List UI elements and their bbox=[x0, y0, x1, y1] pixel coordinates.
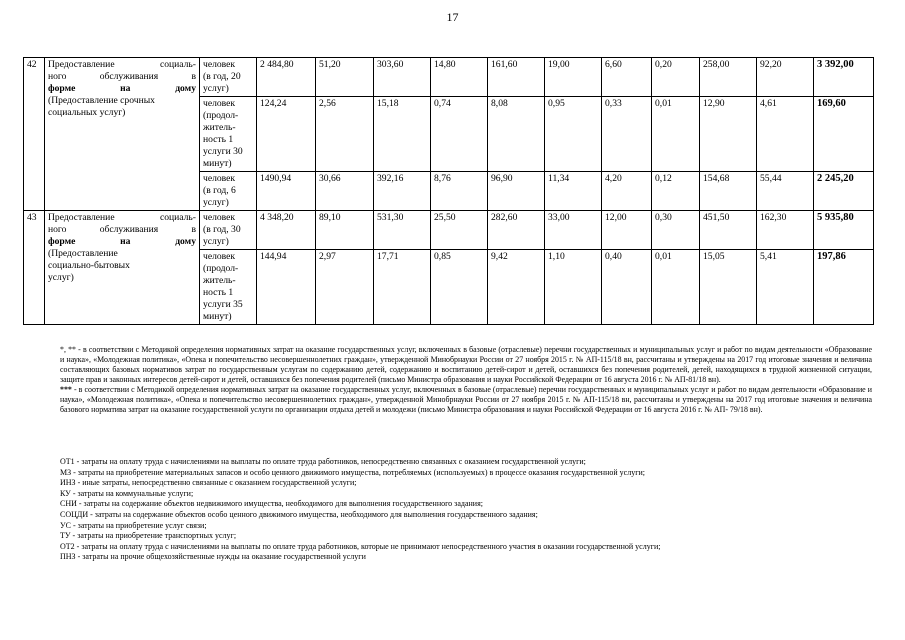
cost-table bbox=[23, 57, 874, 325]
value-cell: 162,30 bbox=[757, 211, 814, 250]
total-cell: 3 392,00 bbox=[814, 58, 874, 97]
value-cell: 282,60 bbox=[488, 211, 545, 250]
unit-line: человек bbox=[203, 251, 236, 262]
value-cell: 531,30 bbox=[374, 211, 431, 250]
unit-line: услуг) bbox=[203, 197, 229, 208]
unit-line: (продол- bbox=[203, 263, 239, 274]
value-cell: 0,33 bbox=[602, 97, 652, 172]
service-word: форме bbox=[48, 83, 76, 94]
service-name-line bbox=[48, 107, 196, 119]
total-cell: 5 935,80 bbox=[814, 211, 874, 250]
service-name-line bbox=[48, 248, 196, 260]
value-cell: 15,05 bbox=[700, 250, 757, 325]
value-cell: 0,40 bbox=[602, 250, 652, 325]
legend-item: ПНЗ - затраты на прочие общехозяйственные нужды на оказание государственной услуги bbox=[60, 552, 366, 562]
service-word: ного bbox=[48, 71, 67, 82]
unit-line: (продол- bbox=[203, 110, 239, 121]
value-cell: 1490,94 bbox=[257, 172, 316, 211]
service-name bbox=[45, 211, 200, 325]
service-word: (Предоставление срочных bbox=[48, 95, 155, 106]
value-cell: 4,20 bbox=[602, 172, 652, 211]
unit-line: человек bbox=[203, 98, 236, 109]
value-cell: 154,68 bbox=[700, 172, 757, 211]
value-cell: 0,95 bbox=[545, 97, 602, 172]
legend-item: КУ - затраты на коммунальные услуги; bbox=[60, 488, 194, 498]
value-cell: 8,76 bbox=[431, 172, 488, 211]
service-name-line bbox=[48, 95, 196, 107]
unit-line: минут) bbox=[203, 311, 232, 322]
value-cell: 0,85 bbox=[431, 250, 488, 325]
unit-line: ность 1 bbox=[203, 134, 234, 145]
value-cell: 392,16 bbox=[374, 172, 431, 211]
footnote-text: - в соответствии с Методикой определения нормативных затрат на оказание государственных услуг, включенных в базовые (отраслевые) перечни государственных и муниципальных услуг и работ по видам деятельности «Образование и наука», «Молодежная политика», «Опека и попечительство несовершеннолетних граждан», утвержденной Минобрнауки России от 27 ноября 2015 г. № АП-115/18 вн, рассчитаны и утверждены на 2017 год итоговые значения и величина составляющих базовых нормативов затрат по государственным услугам по содержанию детей, содержанию и воспитанию детей-сирот и детей, оставшихся без попечения родителей, детей, находящихся в трудной жизненной ситуации, защите прав и законных интересов детей-сирот и детей, оставшихся без попечения родителей (письмо Министра образования и науки Российской Федерации от 16 августа 2016 г. № АП-81/18 вн). bbox=[60, 345, 873, 384]
service-word: в bbox=[191, 224, 196, 235]
value-cell: 0,01 bbox=[652, 97, 700, 172]
unit-line: человек bbox=[203, 59, 236, 70]
abbreviation-legend bbox=[60, 457, 872, 563]
value-cell: 4,61 bbox=[757, 97, 814, 172]
service-name-line bbox=[48, 83, 196, 95]
unit-cell bbox=[200, 97, 257, 172]
footnote-mark: *** bbox=[60, 385, 72, 394]
unit-line: житель- bbox=[203, 275, 236, 286]
value-cell: 2,56 bbox=[316, 97, 374, 172]
service-word: Предоставление bbox=[48, 59, 115, 70]
service-word: форме bbox=[48, 236, 76, 247]
value-cell: 25,50 bbox=[431, 211, 488, 250]
legend-item: СОЦДИ - затраты на содержание объектов особо ценного движимого имущества, необходимого для выполнения государственного задания; bbox=[60, 509, 538, 519]
legend-item: ИНЗ - иные затраты, непосредственно связанные с оказанием государственной услуги; bbox=[60, 478, 357, 488]
value-cell: 17,71 bbox=[374, 250, 431, 325]
value-cell: 12,90 bbox=[700, 97, 757, 172]
service-word: услуг) bbox=[48, 272, 74, 283]
unit-line: услуг) bbox=[203, 83, 229, 94]
service-word: на bbox=[120, 83, 131, 94]
value-cell: 55,44 bbox=[757, 172, 814, 211]
footnote-2 bbox=[60, 385, 872, 415]
value-cell: 0,30 bbox=[652, 211, 700, 250]
value-cell: 15,18 bbox=[374, 97, 431, 172]
legend-item: ОТ2 - затраты на оплату труда с начислениями на выплаты по оплате труда работников, которые не принимают непосредственного участия в оказании государственной услуги; bbox=[60, 541, 661, 551]
value-cell: 124,24 bbox=[257, 97, 316, 172]
value-cell: 4 348,20 bbox=[257, 211, 316, 250]
unit-line: минут) bbox=[203, 158, 232, 169]
unit-cell bbox=[200, 250, 257, 325]
service-name-line bbox=[48, 272, 196, 284]
value-cell: 9,42 bbox=[488, 250, 545, 325]
value-cell: 6,60 bbox=[602, 58, 652, 97]
footnotes bbox=[60, 345, 872, 415]
service-word: в bbox=[191, 71, 196, 82]
service-word: обслуживания bbox=[99, 71, 159, 82]
table-row bbox=[24, 211, 874, 250]
service-word: ного bbox=[48, 224, 67, 235]
unit-line: человек bbox=[203, 212, 236, 223]
unit-line: человек bbox=[203, 173, 236, 184]
footnote-mark: *, ** bbox=[60, 345, 76, 354]
value-cell: 161,60 bbox=[488, 58, 545, 97]
value-cell: 303,60 bbox=[374, 58, 431, 97]
value-cell: 0,74 bbox=[431, 97, 488, 172]
unit-line: услуги 30 bbox=[203, 146, 243, 157]
value-cell: 89,10 bbox=[316, 211, 374, 250]
service-name-line bbox=[48, 224, 196, 236]
unit-line: (в год, 6 bbox=[203, 185, 236, 196]
service-name-line bbox=[48, 71, 196, 83]
value-cell: 12,00 bbox=[602, 211, 652, 250]
total-cell: 197,86 bbox=[814, 250, 874, 325]
service-name-line bbox=[48, 236, 196, 248]
value-cell: 144,94 bbox=[257, 250, 316, 325]
unit-cell bbox=[200, 211, 257, 250]
unit-line: (в год, 30 bbox=[203, 224, 241, 235]
value-cell: 14,80 bbox=[431, 58, 488, 97]
value-cell: 451,50 bbox=[700, 211, 757, 250]
service-word: социаль- bbox=[159, 212, 196, 223]
service-name bbox=[45, 58, 200, 211]
page-number: 17 bbox=[446, 10, 459, 24]
legend-item: ТУ - затраты на приобретение транспортных услуг; bbox=[60, 531, 237, 541]
service-word: дому bbox=[175, 83, 196, 94]
service-word: социально-бытовых bbox=[48, 260, 130, 271]
unit-cell bbox=[200, 58, 257, 97]
value-cell: 1,10 bbox=[545, 250, 602, 325]
value-cell: 11,34 bbox=[545, 172, 602, 211]
value-cell: 0,01 bbox=[652, 250, 700, 325]
unit-line: ность 1 bbox=[203, 287, 234, 298]
value-cell: 92,20 bbox=[757, 58, 814, 97]
service-word: социальных услуг) bbox=[48, 107, 126, 118]
unit-line: услуги 35 bbox=[203, 299, 243, 310]
row-number: 42 bbox=[24, 58, 45, 211]
row-number: 43 bbox=[24, 211, 45, 325]
legend-item: УС - затраты на приобретение услуг связи; bbox=[60, 520, 207, 530]
value-cell: 0,12 bbox=[652, 172, 700, 211]
service-name-line bbox=[48, 260, 196, 272]
value-cell: 33,00 bbox=[545, 211, 602, 250]
value-cell: 2,97 bbox=[316, 250, 374, 325]
service-word: социаль- bbox=[159, 59, 196, 70]
footnote-1 bbox=[60, 345, 872, 385]
legend-item: ОТ1 - затраты на оплату труда с начислениями на выплаты по оплате труда работников, непосредственно связанных с оказанием государственной услуги; bbox=[60, 457, 586, 466]
unit-line: (в год, 20 bbox=[203, 71, 241, 82]
service-word: обслуживания bbox=[99, 224, 159, 235]
service-word: (Предоставление bbox=[48, 248, 118, 259]
value-cell: 19,00 bbox=[545, 58, 602, 97]
total-cell: 169,60 bbox=[814, 97, 874, 172]
service-word: Предоставление bbox=[48, 212, 115, 223]
value-cell: 8,08 bbox=[488, 97, 545, 172]
legend-item: МЗ - затраты на приобретение материальных запасов и особо ценного движимого имущества, потребляемых (используемых) в процессе оказания государственной услуги; bbox=[60, 467, 645, 477]
legend-item: СНИ - затраты на содержание объектов недвижимого имущества, необходимого для выполнения государственного задания; bbox=[60, 499, 483, 509]
service-name-line bbox=[48, 212, 196, 224]
total-cell: 2 245,20 bbox=[814, 172, 874, 211]
footnote-text: - в соответствии с Методикой определения нормативных затрат на оказание государственных услуг, включенных в базовые (отраслевые) перечни государственных и муниципальных услуг и работ по видам деятельности «Образование и наука», «Молодежная политика», «Опека и попечительство несовершеннолетних граждан», утвержденной Минобрнауки России от 27 ноября 2015 г. № АП-115/18 вн, рассчитаны и утверждены на 2017 год итоговые значения и величина базового норматива затрат на оказание государственной услуги по организации отдыха детей и молодежи (письмо Министра образования и науки Российской Федерации от 16 августа 2016 г. № АП- 79/18 вн). bbox=[60, 385, 872, 414]
service-word: на bbox=[120, 236, 131, 247]
table-row bbox=[24, 58, 874, 97]
unit-line: услуг) bbox=[203, 236, 229, 247]
unit-line: житель- bbox=[203, 122, 236, 133]
service-word: дому bbox=[175, 236, 196, 247]
value-cell: 30,66 bbox=[316, 172, 374, 211]
value-cell: 51,20 bbox=[316, 58, 374, 97]
service-name-line bbox=[48, 59, 196, 71]
value-cell: 2 484,80 bbox=[257, 58, 316, 97]
value-cell: 5,41 bbox=[757, 250, 814, 325]
value-cell: 0,20 bbox=[652, 58, 700, 97]
value-cell: 258,00 bbox=[700, 58, 757, 97]
value-cell: 96,90 bbox=[488, 172, 545, 211]
unit-cell bbox=[200, 172, 257, 211]
